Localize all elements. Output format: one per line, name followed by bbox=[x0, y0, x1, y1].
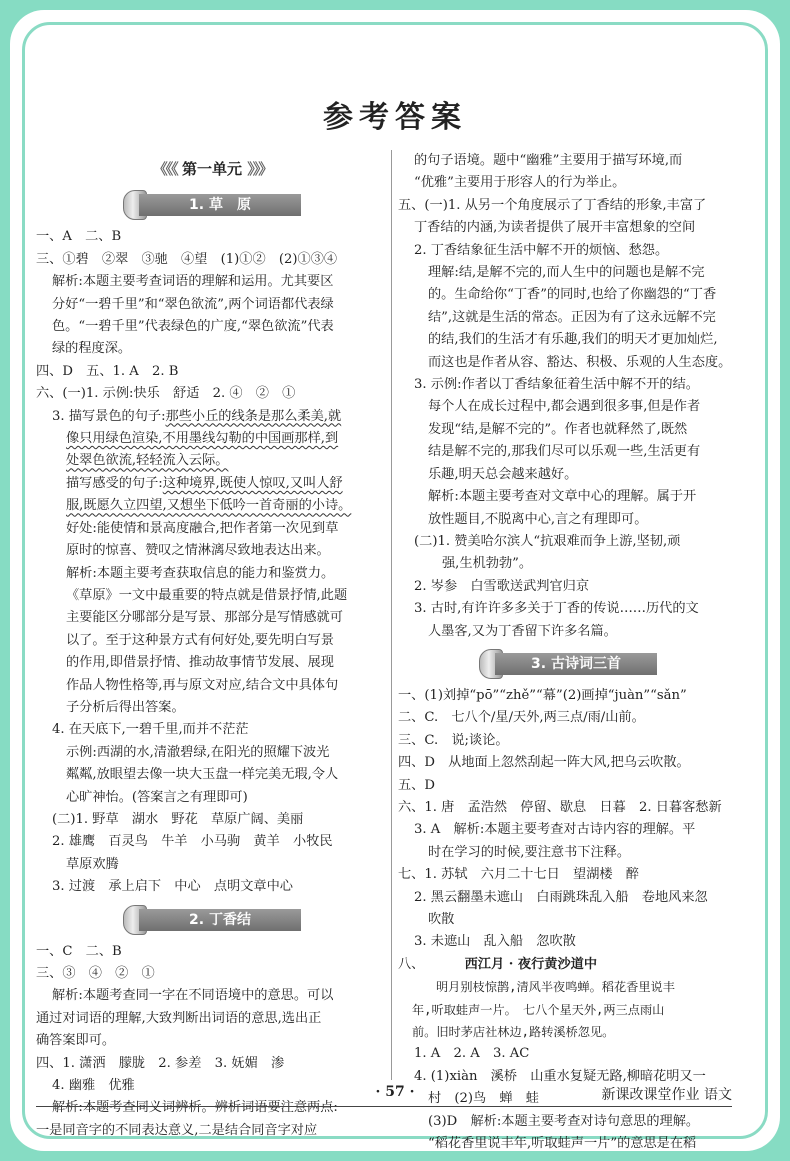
answer-line: 乐趣,明天总会越来越好。 bbox=[428, 466, 578, 482]
underlined-text: 处翠色欲流,轻轻流入云际。 bbox=[66, 453, 229, 469]
answer-line bbox=[36, 495, 388, 517]
answer-line: 粼粼,放眼望去像一块大玉盘一样完美无瑕,令人 bbox=[66, 767, 339, 783]
section-banner-2 bbox=[123, 905, 301, 935]
answer-line: 放性题目,不脱离中心,言之有理即可。 bbox=[428, 511, 648, 527]
answer-line: 子分析后得出答案。 bbox=[66, 699, 185, 715]
answer-line bbox=[398, 954, 738, 976]
answer-line: 3. 过渡 承上启下 中心 点明文章中心 bbox=[52, 879, 293, 895]
answer-line bbox=[36, 450, 388, 472]
answer-line: 色。“一碧千里”代表绿色的广度,“翠色欲流”代表 bbox=[52, 319, 334, 335]
unit-title: 第一单元 bbox=[181, 160, 242, 178]
section-banner-1 bbox=[123, 190, 301, 220]
answer-line: 的结,我们的生活才有乐趣,我们的明天才更加灿烂, bbox=[428, 332, 718, 348]
answer-line: 每个人在成长过程中,都会遇到很多事,但是作者 bbox=[428, 399, 701, 415]
underlined-text: 像只用绿色渲染,不用墨线勾勒的中国画那样,到 bbox=[66, 431, 339, 447]
answer-line: (二)1. 赞美哈尔滨人“抗艰难而争上游,坚韧,顽 bbox=[414, 533, 681, 549]
answer-line: 示例:西湖的水,清澈碧绿,在阳光的照耀下波光 bbox=[66, 744, 330, 760]
answer-line: 解析:本题考查同一字在不同语境中的意思。可以 bbox=[52, 988, 334, 1004]
section-title-3: 3. 古诗词三首 bbox=[495, 653, 657, 675]
answer-line: 一、(1)刘掉“pō”“zhě”“幕”(2)画掉“juàn”“sǎn” bbox=[398, 687, 687, 703]
answer-line: 通过对词语的理解,大致判断出词语的意思,选出正 bbox=[36, 1010, 322, 1026]
poem-line: 明月别枝惊鹊,清风半夜鸣蝉。稻花香里说丰 bbox=[436, 980, 675, 995]
answer-line: 四、D 五、1. A 2. B bbox=[36, 363, 179, 379]
answer-line bbox=[36, 406, 388, 428]
unit-arrows-left: 《《《 bbox=[152, 160, 177, 178]
answer-line: 解析:本题主要考查词语的理解和运用。尤其要区 bbox=[52, 274, 334, 290]
answer-line: 七、1. 苏轼 六月二十七日 望湖楼 醉 bbox=[398, 867, 639, 883]
answer-line: 理解:结,是解不完的,而人生中的问题也是解不完 bbox=[428, 265, 705, 281]
answer-line: 3. A 解析:本题主要考查对古诗内容的理解。平 bbox=[414, 822, 696, 838]
answer-line: 解析:本题主要考查获取信息的能力和鉴赏力。 bbox=[66, 565, 335, 581]
answer-line: 4. 幽雅 优雅 bbox=[52, 1078, 135, 1094]
answer-line: 吹散 bbox=[428, 912, 455, 927]
answer-line: 3. 示例:作者以丁香结象征着生活中解不开的结。 bbox=[414, 377, 699, 393]
answer-line: 好处:能使情和景高度融合,把作者第一次见到草 bbox=[66, 520, 339, 536]
page-footer bbox=[0, 1084, 790, 1106]
answer-line: 强,生机勃勃”。 bbox=[442, 556, 533, 572]
answer-line: “稻花香里说丰年,听取蛙声一片”的意思是在稻 bbox=[428, 1136, 697, 1152]
answer-line: 村 (2)鸟 蝉 蛙 bbox=[428, 1091, 539, 1107]
section-banner-3 bbox=[479, 649, 657, 679]
answer-line: 二、C. 七八个/星/天外,两三点/雨/山前。 bbox=[398, 710, 645, 726]
answer-line: 草原欢腾 bbox=[66, 856, 119, 872]
answer-line: 一、A 二、B bbox=[36, 229, 122, 245]
column-divider bbox=[391, 150, 392, 1080]
answer-line: 主要能区分哪部分是写景、那部分是写情感就可 bbox=[66, 610, 343, 626]
answer-line: 时在学习的时候,要注意书下注释。 bbox=[428, 844, 631, 860]
answer-line: 的。生命给你“丁香”的同时,也给了你幽怨的“丁香 bbox=[428, 287, 717, 303]
left-column bbox=[36, 150, 388, 1142]
answer-line: 2. 岑参 白雪歌送武判官归京 bbox=[414, 578, 590, 594]
answer-line: 四、1. 潇洒 朦胧 2. 参差 3. 妩媚 渗 bbox=[36, 1055, 285, 1071]
answer-line: 三、③ ④ ② ① bbox=[36, 966, 155, 981]
answer-line: 2. 丁香结象征生活中解不开的烦恼、愁怨。 bbox=[414, 242, 669, 258]
answer-line: 的作用,即借景抒情、推动故事情节发展、展现 bbox=[66, 655, 334, 671]
answer-line: (二)1. 野草 湖水 野花 草原广阔、美丽 bbox=[52, 811, 304, 827]
answer-line: 结”,这就是生活的常态。正因为有了这永远解不完 bbox=[428, 309, 716, 325]
poem-title: 西江月 · 夜行黄沙道中 bbox=[464, 956, 598, 972]
underlined-text: 服,既愿久立四望,又想坐下低吟一首奇丽的小诗。 bbox=[66, 498, 352, 514]
answer-line: 人墨客,又为丁香留下许多名篇。 bbox=[428, 623, 617, 639]
answer-line: 发现“结,是解不完的”。作者也就释然了,既然 bbox=[428, 421, 688, 437]
underlined-text: 那些小丘的线条是那么柔美,就 bbox=[165, 408, 342, 424]
right-column bbox=[398, 150, 738, 1155]
unit-arrows-right: 》》》 bbox=[247, 160, 272, 178]
answer-line: 《草原》一文中最重要的特点就是借景抒情,此题 bbox=[66, 587, 348, 603]
page-number: · 57 · bbox=[375, 1084, 415, 1100]
answer-line: 而这也是作者从容、豁达、积极、乐观的人生态度。 bbox=[428, 354, 732, 370]
section-title-2: 2. 丁香结 bbox=[139, 909, 301, 931]
answer-line: 3. 未遮山 乱入船 忽吹散 bbox=[414, 934, 576, 950]
answer-line: 解析:本题主要考查对文章中心的理解。属于开 bbox=[428, 489, 697, 505]
answer-line: 六、1. 唐 孟浩然 停留、歇息 日暮 2. 日暮客愁新 bbox=[398, 799, 722, 815]
answer-line: 2. 黑云翻墨未遮山 白雨跳珠乱入船 卷地风来忽 bbox=[414, 889, 708, 905]
answer-line: 4. (1)xiàn 溪桥 山重水复疑无路,柳暗花明又一 bbox=[414, 1068, 706, 1084]
answer-line bbox=[36, 428, 388, 450]
answer-line: 四、D 从地面上忽然刮起一阵大风,把乌云吹散。 bbox=[398, 755, 690, 771]
answer-line: 五、(一)1. 从另一个角度展示了丁香结的形象,丰富了 bbox=[398, 197, 707, 213]
answer-line: 4. 在天底下,一碧千里,而并不茫茫 bbox=[52, 722, 249, 738]
answer-line: 2. 雄鹰 百灵鸟 牛羊 小马驹 黄羊 小牧民 bbox=[52, 834, 333, 850]
answer-line: 3. 古时,有许许多多关于丁香的传说……历代的文 bbox=[414, 601, 699, 617]
answer-line: 的句子语境。题中“幽雅”主要用于描写环境,而 bbox=[414, 153, 683, 168]
answer-line: 确答案即可。 bbox=[36, 1033, 116, 1049]
answer-line: (3)D 解析:本题主要考查对诗句意思的理解。 bbox=[428, 1113, 700, 1129]
answer-line: 作品人物性格等,再与原文对应,结合文中具体句 bbox=[66, 677, 339, 693]
section-title-1: 1. 草 原 bbox=[139, 194, 301, 216]
answer-line: 三、C. 说;谈论。 bbox=[398, 732, 509, 748]
answer-line: 解析:本题考查同义词辨析。辨析词语要注意两点: bbox=[52, 1100, 338, 1116]
poem-line: 前。旧时茅店社林边,路转溪桥忽见。 bbox=[412, 1025, 615, 1040]
answer-line: 分好“一碧千里”和“翠色欲流”,两个词语都代表绿 bbox=[52, 296, 334, 312]
page-title: 参考答案 bbox=[323, 100, 467, 135]
answer-text: 描写感受的句子: bbox=[66, 475, 163, 491]
answer-line: 六、(一)1. 示例:快乐 舒适 2. ④ ② ① bbox=[36, 386, 296, 402]
footer-rule bbox=[36, 1106, 732, 1107]
answer-line: 五、D bbox=[398, 777, 435, 793]
question-label: 八、 bbox=[398, 956, 425, 972]
answer-line: 三、①碧 ②翠 ③驰 ④望 (1)①② (2)①③④ bbox=[36, 251, 338, 267]
answer-line: “优雅”主要用于形容人的行为举止。 bbox=[414, 175, 626, 191]
answer-line: 丁香结的内涵,为读者提供了展开丰富想象的空间 bbox=[414, 220, 696, 236]
book-brand: 新课改课堂作业 语文 bbox=[601, 1087, 732, 1103]
answer-line: 1. A 2. A 3. AC bbox=[414, 1046, 530, 1062]
answer-line: 结是解不完的,那我们尽可以乐观一些,生活更有 bbox=[428, 444, 701, 460]
answer-line: 原时的惊喜、赞叹之情淋漓尽致地表达出来。 bbox=[66, 543, 330, 559]
answer-line: 一是同音字的不同表达意义,二是结合同音字对应 bbox=[36, 1122, 318, 1138]
answer-text: 3. 描写景色的句子: bbox=[52, 408, 166, 424]
answer-line bbox=[36, 473, 388, 495]
answer-line: 绿的程度深。 bbox=[52, 341, 132, 357]
answer-line: 心旷神怡。(答案言之有理即可) bbox=[66, 789, 248, 805]
poem-line: 年,听取蛙声一片。 七八个星天外,两三点雨山 bbox=[412, 1002, 665, 1017]
unit-heading bbox=[36, 158, 388, 180]
answer-line: 以了。至于这种景方式有何好处,要先明白写景 bbox=[66, 632, 334, 648]
underlined-text: 这种境界,既使人惊叹,又叫人舒 bbox=[162, 475, 343, 491]
answer-line: 一、C 二、B bbox=[36, 943, 122, 959]
